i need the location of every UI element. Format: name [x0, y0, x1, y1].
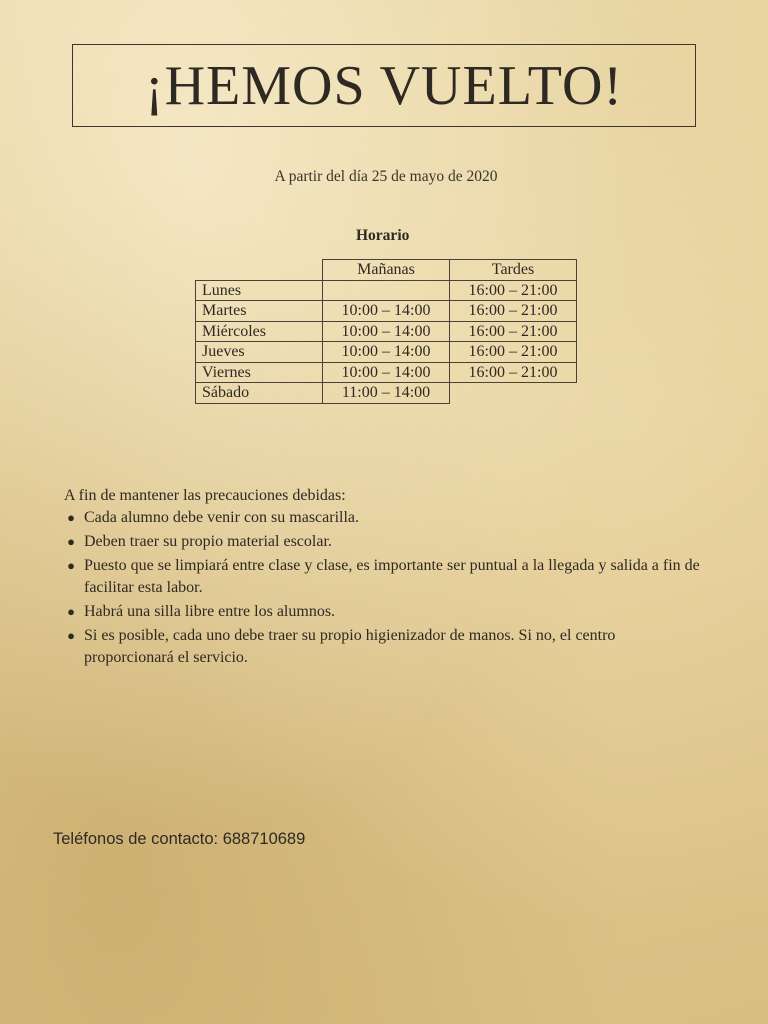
- list-item: [64, 531, 704, 553]
- list-item: [64, 507, 704, 529]
- list-item-text: Puesto que se limpiará entre clase y clase, es importante ser puntual a la llegada y salida a fin de facilitar esta labor.: [84, 557, 700, 596]
- day-cell: Lunes: [196, 280, 323, 301]
- column-header-afternoons: Tardes: [450, 260, 577, 281]
- bullet-dot-icon: ●: [67, 628, 75, 643]
- afternoon-cell: 16:00 – 21:00: [450, 342, 577, 363]
- schedule-row: [196, 362, 577, 383]
- list-item-text: Deben traer su propio material escolar.: [84, 533, 332, 550]
- list-item-text: Habrá una silla libre entre los alumnos.: [84, 603, 336, 620]
- header-empty-cell: [196, 260, 323, 281]
- schedule-row: [196, 383, 577, 404]
- schedule-row: [196, 342, 577, 363]
- morning-cell: 10:00 – 14:00: [323, 301, 450, 322]
- precautions-list: [64, 507, 704, 669]
- schedule-row: [196, 321, 577, 342]
- morning-cell: 11:00 – 14:00: [323, 383, 450, 404]
- day-cell: Jueves: [196, 342, 323, 363]
- schedule-heading: Horario: [356, 227, 410, 244]
- day-cell: Martes: [196, 301, 323, 322]
- schedule-table: [195, 259, 577, 404]
- schedule-row: [196, 301, 577, 322]
- column-header-mornings: Mañanas: [323, 260, 450, 281]
- start-date-text: A partir del día 25 de mayo de 2020: [274, 168, 498, 185]
- afternoon-cell: 16:00 – 21:00: [450, 280, 577, 301]
- morning-cell: 10:00 – 14:00: [323, 342, 450, 363]
- morning-cell: 10:00 – 14:00: [323, 321, 450, 342]
- list-item: [64, 601, 704, 623]
- morning-cell: [323, 280, 450, 301]
- schedule-row: [196, 280, 577, 301]
- start-date-line: [0, 168, 768, 186]
- list-item-text: Si es posible, cada uno debe traer su propio higienizador de manos. Si no, el centro proporcionará el servicio.: [84, 627, 616, 666]
- list-item: [64, 555, 704, 599]
- afternoon-cell: 16:00 – 21:00: [450, 321, 577, 342]
- precautions-section: [64, 485, 704, 671]
- bullet-dot-icon: ●: [67, 558, 75, 573]
- morning-cell: 10:00 – 14:00: [323, 362, 450, 383]
- title-box: [72, 44, 696, 127]
- schedule-header-row: [196, 260, 577, 281]
- bullet-dot-icon: ●: [67, 534, 75, 549]
- day-cell: Miércoles: [196, 321, 323, 342]
- precautions-intro: A fin de mantener las precauciones debidas:: [64, 487, 346, 504]
- list-item-text: Cada alumno debe venir con su mascarilla.: [84, 509, 360, 526]
- contact-phone: Teléfonos de contacto: 688710689: [53, 830, 306, 848]
- list-item: [64, 625, 704, 669]
- bullet-dot-icon: ●: [67, 604, 75, 619]
- afternoon-cell-empty: [450, 383, 577, 404]
- bullet-dot-icon: ●: [67, 510, 75, 525]
- page-title: ¡HEMOS VUELTO!: [144, 54, 624, 117]
- afternoon-cell: 16:00 – 21:00: [450, 301, 577, 322]
- day-cell: Viernes: [196, 362, 323, 383]
- afternoon-cell: 16:00 – 21:00: [450, 362, 577, 383]
- day-cell: Sábado: [196, 383, 323, 404]
